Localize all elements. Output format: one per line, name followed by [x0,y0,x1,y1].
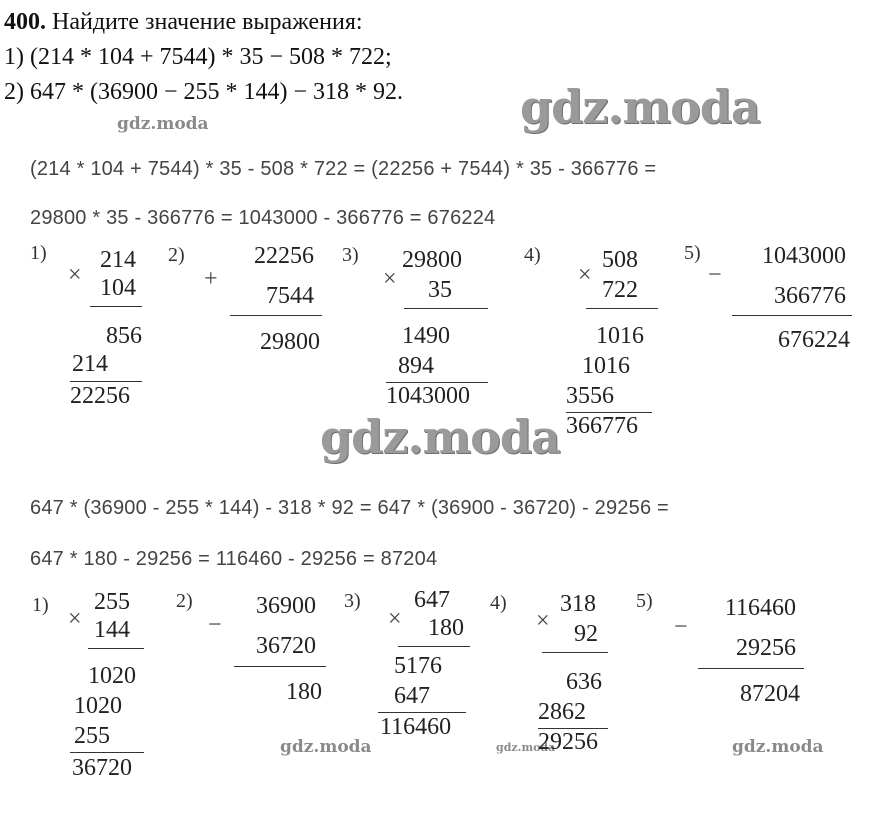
part1-step5-result: 676224 [778,327,850,353]
part2-step3-sign: × [388,606,402,632]
part2-step5-a: 116460 [724,595,796,621]
part1-step4-result: 366776 [566,413,638,439]
part2-step3-rule [398,646,470,647]
part2-step2-label: 2) [176,590,193,612]
part2-step2-b: 36720 [256,633,316,659]
task-title: Найдите значение выражения: [52,9,363,35]
part1-step3-partial-1: 1490 [402,323,450,349]
part1-step4-b: 722 [602,277,638,303]
part1-step2-label: 2) [168,244,185,266]
watermark-small-bottom-right: gdz.moda [732,737,824,757]
part2-step5-result: 87204 [740,681,800,707]
part2-step1-sign: × [68,606,82,632]
part1-step2-a: 22256 [254,243,314,269]
part1-step1-partial-2: 214 [72,351,108,377]
part1-step2-rule [230,315,322,316]
part2-step3-partial-1: 5176 [394,653,442,679]
part2-step2-sign: − [208,612,222,638]
watermark-top: gdz.moda [520,80,760,134]
part1-step1-b: 104 [100,275,136,301]
part1-step2-sign: + [204,266,218,292]
part1-step1-partial-1: 856 [106,323,142,349]
part1-step5-label: 5) [684,242,701,264]
part2-step5-sign: − [674,614,688,640]
part1-step4-partial-3: 3556 [566,383,614,409]
part1-step3-rule [404,308,488,309]
part2-step5-label: 5) [636,590,653,612]
part1-step4-rule [586,308,658,309]
part2-step4-rule [542,652,608,653]
part2-step1-partial-3: 255 [74,723,110,749]
part1-step2-result: 29800 [260,329,320,355]
task-line-2: 2) 647 * (36900 − 255 * 144) − 318 * 92. [4,79,404,105]
part2-step4-b: 92 [574,621,598,647]
part1-step1-result: 22256 [70,383,130,409]
part2-step4-partial-1: 636 [566,669,602,695]
part1-step1-sign: × [68,262,82,288]
task-number: 400. [4,9,46,35]
part2-step1-a: 255 [94,589,130,615]
part2-step3-result: 116460 [380,714,452,740]
part2-step3-b: 180 [428,615,464,641]
part2-step1-partial-2: 1020 [74,693,122,719]
part2-step1-rule [88,648,144,649]
part1-step3-sign: × [383,266,397,292]
watermark-small-bottom-left: gdz.moda [280,737,372,757]
part1-step1-label: 1) [30,242,47,264]
part1-step5-sign: − [708,262,722,288]
part2-step4-result: 29256 [538,729,598,755]
part1-step3-result: 1043000 [386,383,470,409]
part1-equation-line-1: (214 * 104 + 7544) * 35 - 508 * 722 = (22256 + 7544) * 35 - 366776 = [30,158,657,180]
part1-step2-b: 7544 [266,283,314,309]
part2-step3-a: 647 [414,587,450,613]
part1-step4-partial-2: 1016 [582,353,630,379]
watermark-tiny-bottom: gdz.moda [496,741,556,754]
part2-step4-partial-2: 2862 [538,699,586,725]
part1-step4-label: 4) [524,244,541,266]
part2-step1-b: 144 [94,617,130,643]
part1-step5-rule [732,315,852,316]
part1-step5-b: 366776 [774,283,846,309]
part2-step1-partial-1: 1020 [88,663,136,689]
part1-step1-rule [90,306,142,307]
part1-step3-a: 29800 [402,247,462,273]
part2-step3-label: 3) [344,590,361,612]
part2-equation-line-1: 647 * (36900 - 255 * 144) - 318 * 92 = 647 * (36900 - 36720) - 29256 = [30,497,669,519]
part2-step2-result: 180 [286,679,322,705]
watermark-small-top: gdz.moda [117,114,209,134]
part1-step1-a: 214 [100,247,136,273]
part1-step3-b: 35 [428,277,452,303]
part2-step2-a: 36900 [256,593,316,619]
part1-step4-partial-1: 1016 [596,323,644,349]
part1-step4-sign: × [578,262,592,288]
task-line-1: 1) (214 * 104 + 7544) * 35 − 508 * 722; [4,44,392,70]
part2-step4-label: 4) [490,592,507,614]
part1-step3-label: 3) [342,244,359,266]
part2-step4-sign: × [536,608,550,634]
part2-step1-rule-2 [70,752,144,753]
part2-step5-b: 29256 [736,635,796,661]
part1-step4-a: 508 [602,247,638,273]
part2-step3-partial-2: 647 [394,683,430,709]
part2-step2-rule [234,666,326,667]
part2-step1-label: 1) [32,594,49,616]
task-heading [4,8,363,36]
part1-step5-a: 1043000 [762,243,846,269]
part2-step1-result: 36720 [72,755,132,781]
part2-step5-rule [698,668,804,669]
part2-equation-line-2: 647 * 180 - 29256 = 116460 - 29256 = 87204 [30,548,438,570]
part1-step3-partial-2: 894 [398,353,434,379]
watermark-middle: gdz.moda [320,410,560,464]
part2-step4-a: 318 [560,591,596,617]
part1-equation-line-2: 29800 * 35 - 366776 = 1043000 - 366776 = 676224 [30,207,496,229]
